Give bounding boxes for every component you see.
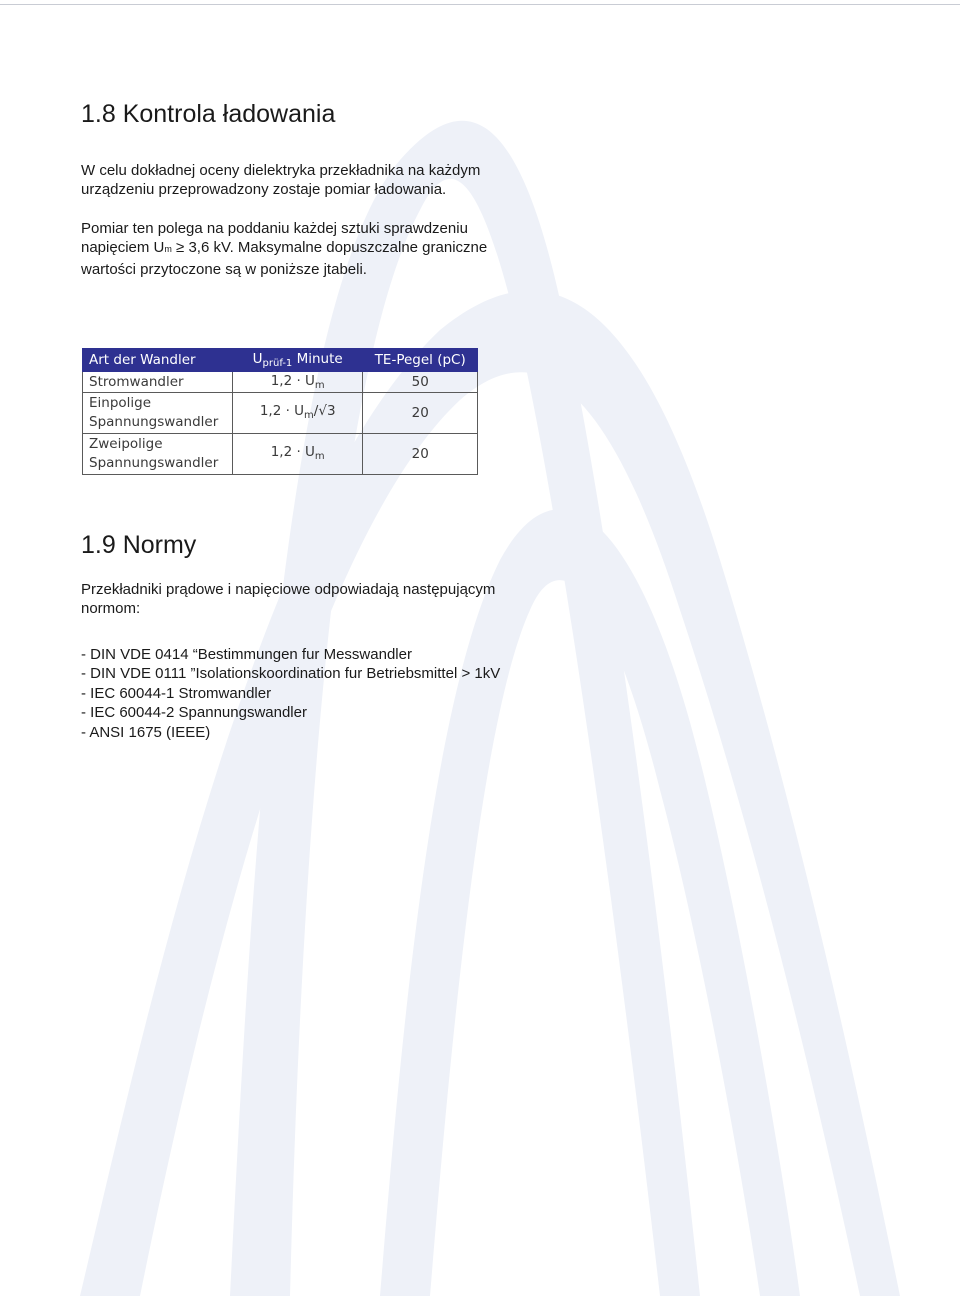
list-item: - DIN VDE 0111 ”Isolationskoordination fur Betriebsmittel > 1kV (81, 665, 501, 683)
cell-type (83, 372, 233, 393)
cell-voltage-sub: m (314, 450, 325, 462)
cell-type-line1: Stromwandler (89, 374, 184, 390)
partial-discharge-table (82, 348, 478, 475)
list-item: - IEC 60044-1 Stromwandler (81, 684, 272, 702)
header-test-voltage-sub: prüf-1 (262, 358, 293, 369)
cell-voltage-sub: m (304, 409, 314, 421)
cell-type-line2: Spannungswandler (89, 455, 219, 471)
header-test-voltage (232, 349, 363, 372)
paragraph-intro: W celu dokładnej oceny dielektryka przekładnika na każdym urządzeniu przeprowadzony zostaje pomiar ładowania. (81, 162, 481, 199)
cell-voltage-post: /√3 (313, 402, 336, 419)
paragraph-measurement-before: Pomiar ten polega na poddaniu każdej sztuki sprawdzeniu napięciem U (81, 220, 468, 257)
paragraph-measurement-subscript: m (164, 244, 172, 255)
paragraph-measurement (81, 219, 501, 279)
section-heading-charging-control: 1.8 Kontrola ładowania (81, 100, 336, 128)
cell-voltage-pre: 1,2 · U (259, 402, 305, 419)
cell-type-line1: Einpolige (89, 395, 152, 411)
table-row (83, 434, 478, 475)
cell-voltage (232, 393, 363, 434)
header-pd-level: TE-Pegel (pC) (363, 349, 478, 372)
norms-list (81, 645, 641, 742)
cell-level: 50 (363, 372, 478, 393)
list-item: - ANSI 1675 (IEEE) (81, 723, 211, 741)
cell-voltage-pre: 1,2 · U (270, 373, 315, 389)
table-row (83, 393, 478, 434)
cell-level: 20 (363, 434, 478, 475)
cell-type-line2: Spannungswandler (89, 414, 219, 430)
table-row (83, 372, 478, 393)
cell-voltage-sub: m (314, 380, 325, 391)
header-test-voltage-rest: Minute (292, 351, 343, 367)
cell-type (83, 434, 233, 475)
cell-voltage-pre: 1,2 · U (270, 443, 315, 460)
header-transformer-type: Art der Wandler (83, 349, 233, 372)
paragraph-measurement-after: ≥ 3,6 kV. Maksymalne dopuszczalne graniczne wartości przytoczone są w poniższe jtabeli. (81, 239, 488, 278)
list-item: - IEC 60044-2 Spannungswandler (81, 704, 307, 722)
list-item: - DIN VDE 0414 “Bestimmungen fur Messwandler (81, 646, 412, 663)
cell-level: 20 (363, 393, 478, 434)
table-header-row (83, 349, 478, 372)
cell-type (83, 393, 233, 434)
cell-voltage (232, 372, 363, 393)
cell-voltage (232, 434, 363, 475)
paragraph-norms-intro: Przekładniki prądowe i napięciowe odpowiadają następującym normom: (81, 581, 496, 618)
cell-type-line1: Zweipolige (89, 436, 163, 452)
section-heading-norms: 1.9 Normy (81, 531, 197, 559)
header-test-voltage-main: U (252, 351, 263, 367)
